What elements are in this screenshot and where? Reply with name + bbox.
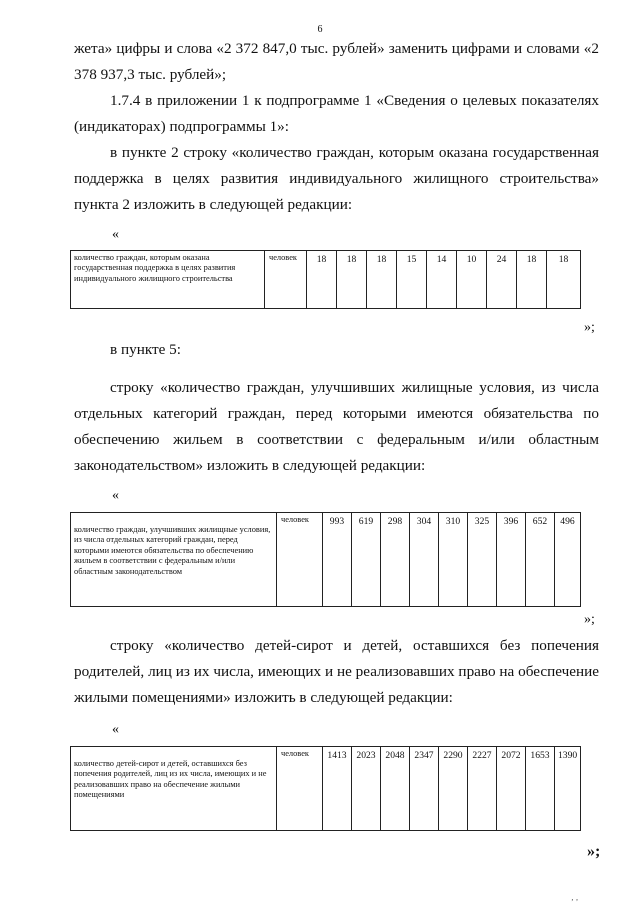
value-cell: 396 (497, 513, 526, 607)
value-cell: 1390 (555, 747, 581, 831)
value-cell: 304 (410, 513, 439, 607)
paragraph-2: 1.7.4 в приложении 1 к подпрограмме 1 «Сведения о целевых показателях (индикаторах) подпрограммы 1»: (74, 92, 599, 135)
paragraph-4: в пункте 5: (110, 341, 181, 358)
close-quote-3: »; (587, 843, 601, 860)
indicator-table-3 (70, 746, 581, 831)
value-cell: 10 (457, 251, 487, 309)
value-cell: 652 (526, 513, 555, 607)
paragraph-1: жета» цифры и слова «2 372 847,0 тыс. рублей» заменить цифрами и словами «2 378 937,3 тыс. рублей»; (74, 40, 599, 83)
table-row (71, 251, 581, 309)
value-cell: 2072 (497, 747, 526, 831)
indicator-name: количество граждан, улучшивших жилищные условия, из числа отдельных категорий граждан, перед которыми имеются обязательства по обеспечению жильем в соответствии с федеральным и/или областным законодательством (71, 513, 277, 607)
close-quote-2: »; (584, 612, 595, 627)
value-cell: 18 (367, 251, 397, 309)
page-number: 6 (317, 24, 323, 35)
open-quote-1: « (112, 227, 119, 242)
value-cell: 18 (547, 251, 581, 309)
scan-marks: ‚ ‚ (571, 893, 579, 902)
value-cell: 993 (323, 513, 352, 607)
indicator-table-1 (70, 250, 581, 309)
value-cell: 1653 (526, 747, 555, 831)
value-cell: 496 (555, 513, 581, 607)
open-quote-3: « (112, 722, 119, 737)
paragraph-5: строку «количество граждан, улучшивших жилищные условия, из числа отдельных категорий граждан, перед которыми имеются обязательства по обеспечению жильем в соответствии с федеральным и/или областным законодательством» изложить в следующей редакции: (74, 379, 599, 474)
unit-cell: человек (277, 747, 323, 831)
value-cell: 18 (307, 251, 337, 309)
indicator-table-2 (70, 512, 581, 607)
table-row (71, 747, 581, 831)
value-cell: 15 (397, 251, 427, 309)
indicator-name: количество детей-сирот и детей, оставшихся без попечения родителей, лиц из их числа, имеющих и не реализовавших право на обеспечение жилыми помещениями (71, 747, 277, 831)
table-row (71, 513, 581, 607)
value-cell: 18 (337, 251, 367, 309)
value-cell: 24 (487, 251, 517, 309)
unit-cell: человек (277, 513, 323, 607)
unit-cell: человек (265, 251, 307, 309)
value-cell: 14 (427, 251, 457, 309)
value-cell: 2048 (381, 747, 410, 831)
paragraph-3: в пункте 2 строку «количество граждан, которым оказана государственная поддержка в целях развития индивидуального жилищного строительства» пункта 2 изложить в следующей редакции: (74, 144, 599, 213)
value-cell: 2290 (439, 747, 468, 831)
value-cell: 2023 (352, 747, 381, 831)
close-quote-1: »; (584, 320, 595, 335)
value-cell: 325 (468, 513, 497, 607)
value-cell: 619 (352, 513, 381, 607)
value-cell: 18 (517, 251, 547, 309)
paragraph-6: строку «количество детей-сирот и детей, оставшихся без попечения родителей, лиц из их числа, имеющих и не реализовавших право на обеспечение жилыми помещениями» изложить в следующей редакции: (74, 637, 599, 706)
indicator-name: количество граждан, которым оказана государственная поддержка в целях развития индивидуального жилищного строительства (71, 251, 265, 309)
value-cell: 310 (439, 513, 468, 607)
value-cell: 1413 (323, 747, 352, 831)
value-cell: 2347 (410, 747, 439, 831)
open-quote-2: « (112, 488, 119, 503)
value-cell: 2227 (468, 747, 497, 831)
value-cell: 298 (381, 513, 410, 607)
